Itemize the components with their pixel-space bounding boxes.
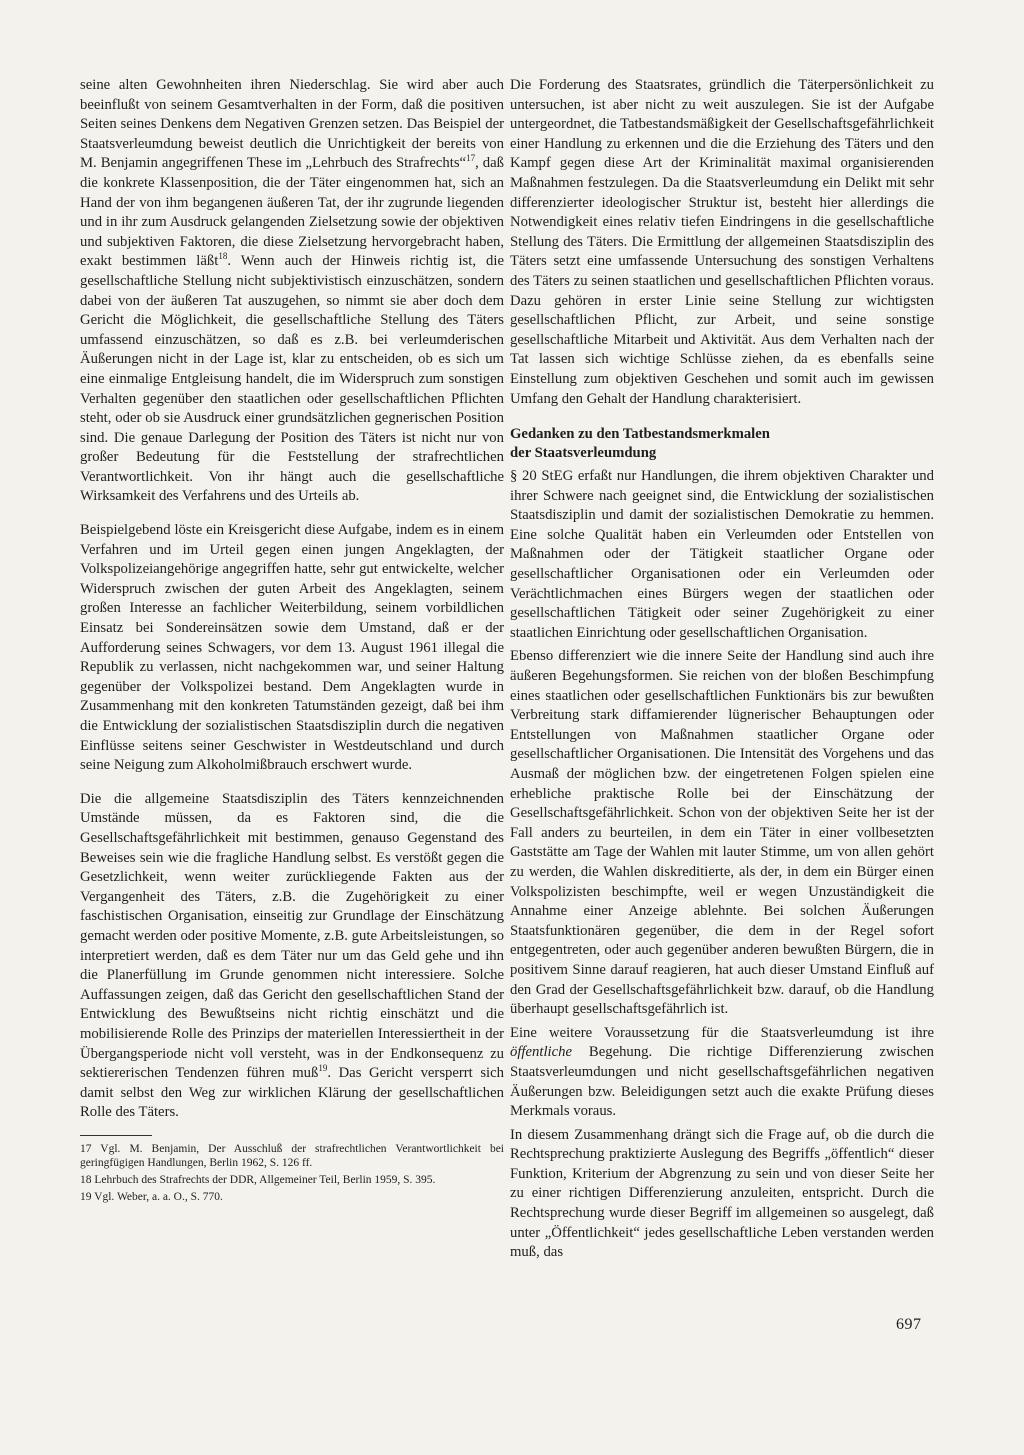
right-paragraph-4 (510, 1024, 934, 1122)
right-column (510, 76, 934, 1263)
text-run: Die die allgemeine Staatsdisziplin des Täters kennzeichnenden Umstände müssen, da es Faktoren sind, die die Gesellschaftsgefährlichkeit mit bestimmen, genauso Gegenstand des Beweises sein wie die fragliche Handlung selbst. Es verstößt gegen die Gesetzlichkeit, wenn weiter zurückliegende Fakten aus der Vergangenheit des Täters, z.B. die Zugehörigkeit zu einer faschistischen Organisation, einseitig zur Grundlage der Einschätzung gemacht werden oder positive Momente, z.B. gute Arbeitsleistungen, so interpretiert werden, daß es dem Täter nur um das Geld gehe und ihn die Planerfüllung im Grunde genommen nicht interessiere. Solche Auffassungen zeigen, daß das Gericht den gesellschaftlichen Stand der Entwicklung des Bewußtseins nicht richtig einschätzt und die mobilisierende Rolle des Prinzips der materiellen Interessiertheit in der Übergangsperiode nicht voll versteht, was in der Endkonsequenz zu sektiererischen Tendenzen führen muß (80, 790, 504, 1082)
text-run: . Das Gericht versperrt sich damit selbst den Weg zur wirklichen Klärung der gesellschaftlichen Rolle des Täters. (80, 1065, 504, 1121)
left-paragraph-3 (80, 790, 504, 1123)
right-paragraph-3: Ebenso differenziert wie die innere Seite der Handlung sind auch ihre äußeren Begehungsformen. Sie reichen von der bloßen Beschimpfung eines staatlichen oder gesellschaftlichen Funktionärs bis zur bewußten Verbreitung stark diffamierender lügnerischer Behauptungen oder Entstellungen von Maßnahmen staatlicher Organe oder gesellschaftlicher Organisationen. Die Intensität des Vorgehens und das Ausmaß der möglichen bzw. der eingetretenen Folgen spielen eine erhebliche praktische Rolle bei der Einschätzung der Gesellschaftsgefährlichkeit. Schon von der objektiven Seite her ist der Fall anders zu beurteilen, in dem ein Täter in einer vollbesetzten Gaststätte am Tage der Wahlen mit lauter Stimme, um von allen gehört zu werden, die Wahlen diskreditierte, als der, in dem ein Bürger einen Volkspolizisten beschimpfte, weil er wegen Unzuständigkeit die Annahme einer Anzeige ablehnte. Bei solchen Äußerungen Staatsfunktionären gegenüber, die dem in der Regel sofort entgegentreten, oder auch gegenüber anderen bewußten Bürgern, die in positivem Sinne darauf reagieren, hat auch dieser Umstand Einfluß auf den Grad der Gesellschaftsgefährlichkeit bzw. darauf, ob die Handlung überhaupt gesellschaftsgefährlich ist. (510, 648, 934, 1018)
footnote-17: 17 Vgl. M. Benjamin, Der Ausschluß der strafrechtlichen Verantwortlichkeit bei geringfügigen Handlungen, Berlin 1962, S. 126 ff. (80, 1142, 504, 1169)
section-heading-line-2: der Staatsverleumdung (510, 445, 657, 462)
footnote-19: 19 Vgl. Weber, a. a. O., S. 770. (80, 1190, 223, 1203)
page-number: 697 (896, 1316, 922, 1333)
emphasis-word: öffentliche (510, 1044, 572, 1061)
right-paragraph-5: In diesem Zusammenhang drängt sich die Frage auf, ob die durch die Rechtsprechung praktizierte Auslegung des Begriffs „öffentlich“ dieser Funktion, Kriterium der Abgrenzung zu sein und von dieser Seite her zu einer richtigen Differenzierung anzuleiten, entspricht. Durch die Rechtsprechung wurde dieser Begriff im allgemeinen so ausgelegt, daß unter „Öffentlichkeit“ jedes gesellschaftliche Leben verstanden werden muß, das (510, 1126, 934, 1261)
text-run: Begehung. Die richtige Differenzierung zwischen Staatsverleumdungen und nicht gesellschaftsgefährlichen negativen Äußerungen bzw. Beleidigungen setzt auch die exakte Prüfung dieses Merkmals voraus. (510, 1044, 934, 1120)
text-run: seine alten Gewohnheiten ihren Niederschlag. Sie wird aber auch beeinflußt von seinem Gesamtverhalten in der Form, daß die positiven Seiten seines Denkens dem Negativen Grenzen setzen. Das Beispiel der Staatsverleumdung beweist deutlich die Unrichtigkeit der bereits von M. Benjamin angegriffenen These im „Lehrbuch des Strafrechts“ (80, 77, 504, 172)
section-heading (510, 425, 934, 463)
text-run: Eine weitere Voraussetzung für die Staatsverleumdung ist ihre (510, 1024, 934, 1041)
footnote-divider (80, 1135, 152, 1136)
footnote-18: 18 Lehrbuch des Strafrechts der DDR, Allgemeiner Teil, Berlin 1959, S. 395. (80, 1173, 436, 1186)
footnote-ref-17: 17 (466, 153, 476, 164)
right-paragraph-1: Die Forderung des Staatsrates, gründlich die Täterpersönlichkeit zu untersuchen, ist aber nicht zu weit auszulegen. Sie ist der Aufgabe untergeordnet, die Tatbestandsmäßigkeit der Gesellschaftsgefährlichkeit einer Handlung zu erkennen und die die Erziehung des Täters und den Kampf gegen diese Art der Kriminalität maximal organisierenden Maßnahmen festzulegen. Da die Staatsverleumdung ein Delikt mit sehr differenzierter ideologischer Struktur ist, besteht hier allerdings die Notwendigkeit eines relativ tiefen Eindringens in die gesellschaftliche Stellung des Täters. Die Ermittlung der allgemeinen Staatsdisziplin des Täters setzt eine umfassende Untersuchung des sonstigen Verhaltens des Täters zu seinen staatlichen und gesellschaftlichen Pflichten voraus. Dazu gehören in erster Linie seine Stellung zur wichtigsten gesellschaftlichen Pflicht, zur Arbeit, und seine sonstige gesellschaftliche Mitarbeit und Aktivität. Aus dem Verhalten nach der Tat lassen sich wichtige Schlüsse ziehen, da es ebenfalls seine Einstellung zum objektiven Geschehen und somit auch im gewissen Umfang den Gehalt der Handlung charakterisiert. (510, 77, 934, 407)
footnote-ref-18: 18 (218, 251, 228, 262)
text-run: . Wenn auch der Hinweis richtig ist, die gesellschaftliche Stellung nicht subjektivistisch einzuschätzen, sondern dabei von der äußeren Tat auszugehen, so nimmt sie aber doch dem Gericht die Möglichkeit, die gesellschaftliche Stellung des Täters umfassend einzuschätzen, so daß es z.B. bei verleumderischen Äußerungen nicht in der Lage ist, klar zu entscheiden, ob es sich um eine einmalige Entgleisung handelt, die im Widerspruch zum sonstigen Verhalten gegenüber den staatlichen oder gesellschaftlichen Pflichten steht, oder ob sie Ausdruck einer grundsätzlichen gegnerischen Position sind. Die genaue Darlegung der Position des Täters ist nicht nur von großer Bedeutung für die Feststellung der strafrechtlichen Verantwortlichkeit. Von ihr hängt auch die gesellschaftliche Wirksamkeit des Verfahrens und des Urteils ab. (80, 253, 504, 505)
left-paragraph-1 (80, 76, 504, 507)
right-paragraph-2: § 20 StEG erfaßt nur Handlungen, die ihrem objektiven Charakter und ihrer Schwere nach geeignet sind, die Entwicklung der sozialistischen Staatsdisziplin und damit der sozialistischen Demokratie zu hemmen. Eine solche Qualität haben ein Verleumden oder Entstellen von Maßnahmen oder der Tätigkeit staatlicher Organe oder gesellschaftlicher Organisationen oder ein Verleumden oder Verächtlichmachen eines Bürgers wegen der staatlichen oder gesellschaftlichen Tätigkeit oder seiner Zugehörigkeit zu einer staatlichen Einrichtung oder gesellschaftlichen Organisation. (510, 468, 934, 641)
left-paragraph-2: Beispielgebend löste ein Kreisgericht diese Aufgabe, indem es in einem Verfahren und im Urteil gegen einen jungen Angeklagten, der Volkspolizeiangehörige angegriffen hatte, sehr gut entwickelte, welcher Widerspruch zwischen der guten Arbeit des Angeklagten, seinem großen Interesse an fachlicher Weiterbildung, seinem vorbildlichen Einsatz bei Sondereinsätzen sowie dem Umstand, daß er der Aufforderung seines Schwagers, vor dem 13. August 1961 illegal die Republik zu verlassen, nicht nachgekommen war, und seiner Haltung gegenüber der Volkspolizei bestand. Dem Angeklagten wurde in Zusammenhang mit den konkreten Tatumständen gezeigt, daß bei ihm die Entwicklung der sozialistischen Staatsdisziplin durch die negativen Einflüsse seitens seiner Geschwister in Westdeutschland und durch seine Neigung zum Alkoholmißbrauch erschwert wurde. (80, 522, 504, 774)
left-column (80, 76, 504, 1207)
text-run: , daß die konkrete Klassenposition, die der Täter eingenommen hat, sich an Hand der von ihm begangenen äußeren Tat, der ihr zugrunde liegenden und in ihr zum Ausdruck gelangenden Zielsetzung sowie der objektiven und subjektiven Faktoren, die diese Zielsetzung hervorgebracht haben, exakt bestimmen läßt (80, 155, 504, 270)
section-heading-line-1: Gedanken zu den Tatbestandsmerkmalen (510, 426, 770, 443)
footnote-ref-19: 19 (318, 1063, 328, 1074)
